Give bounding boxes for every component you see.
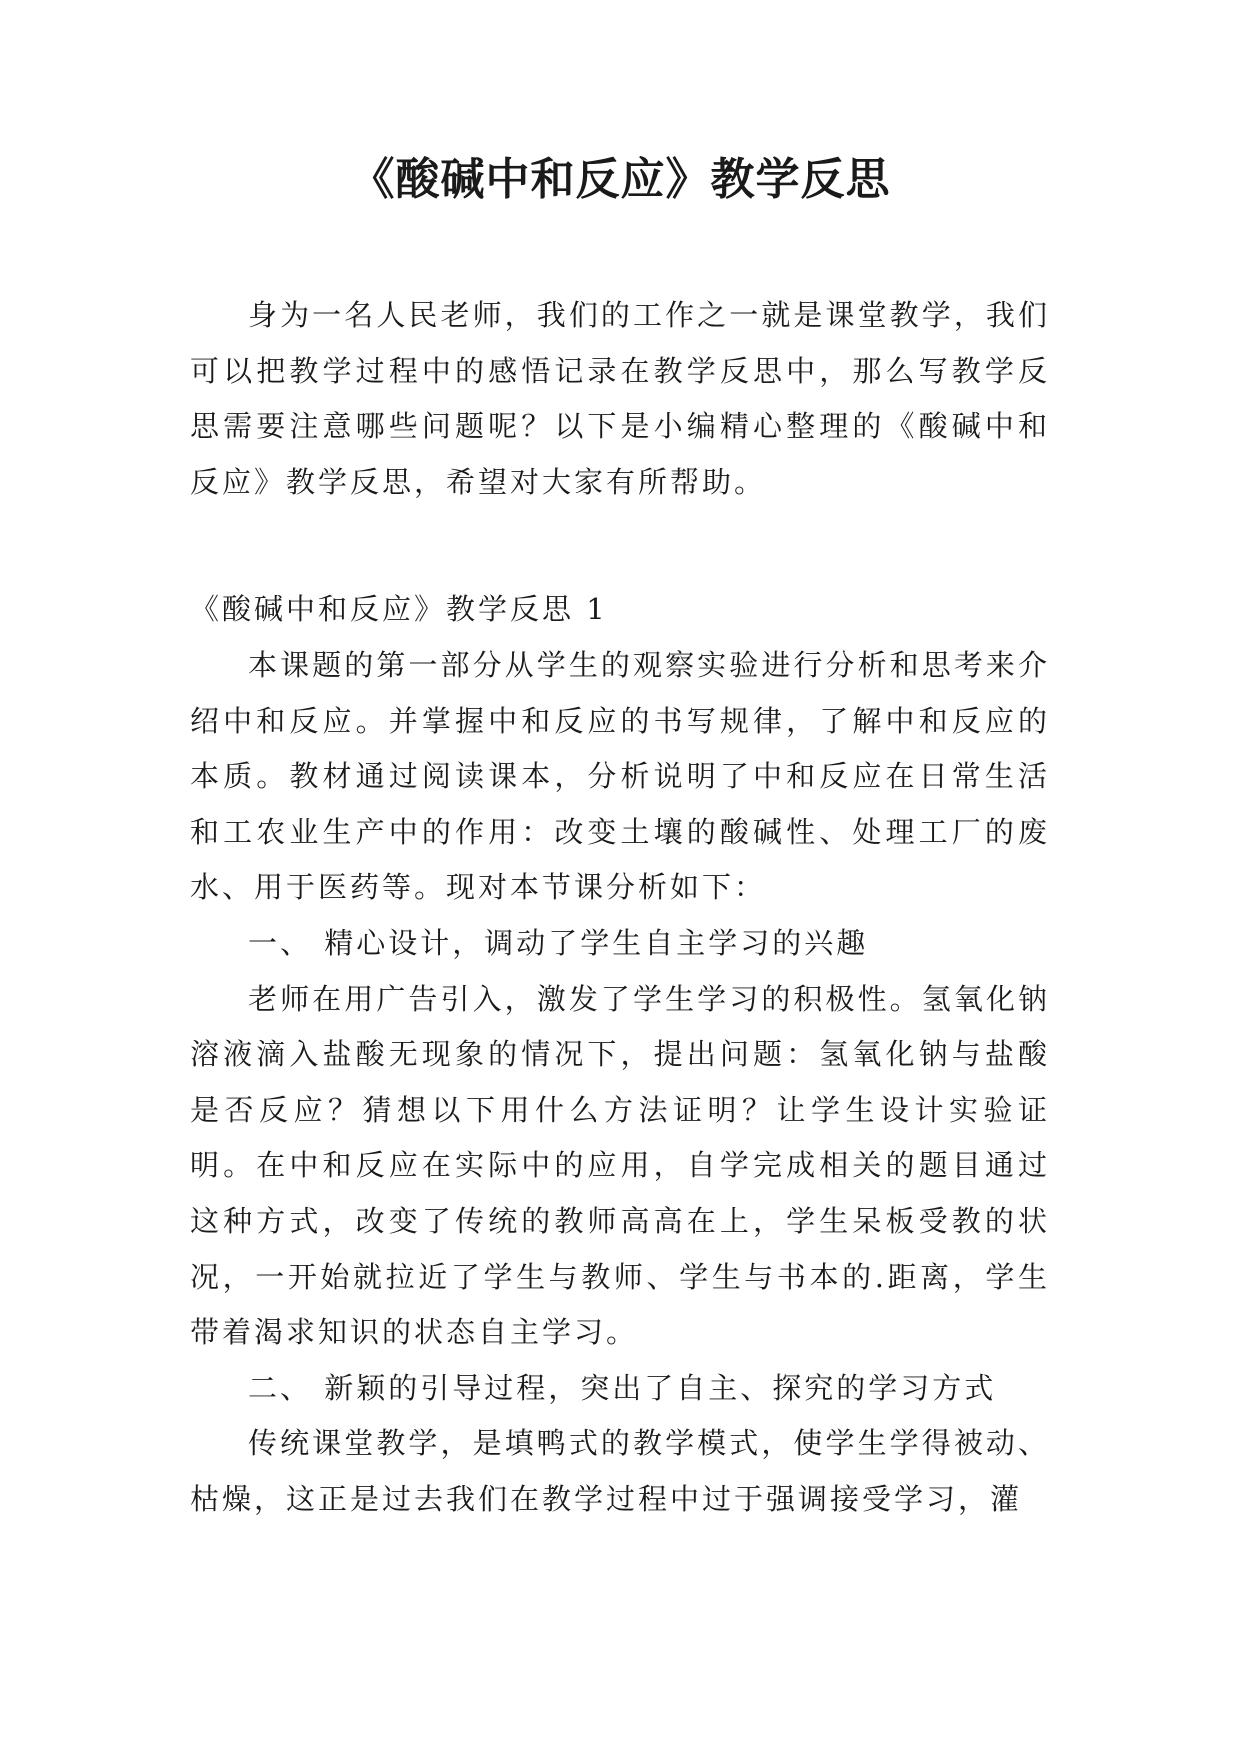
point-heading-one: 一、 精心设计，调动了学生自主学习的兴趣: [248, 925, 869, 960]
section-heading: 《酸碱中和反应》教学反思 1: [190, 592, 608, 627]
body-paragraph: 老师在用广告引入，激发了学生学习的积极性。氢氧化钠溶液滴入盐酸无现象的情况下，提出问题：氢氧化钠与盐酸是否反应？猜想以下用什么方法证明？让学生设计实验证明。在中和反应在实际中的应用，自学完成相关的题目通过这种方式，改变了传统的教师高高在上，学生呆板受教的状况，一开始就拉近了学生与教师、学生与书本的.距离，学生带着渴求知识的状态自主学习。: [190, 981, 1050, 1350]
document-body: [190, 288, 1050, 1527]
body-paragraph: 本课题的第一部分从学生的观察实验进行分析和思考来介绍中和反应。并掌握中和反应的书写规律，了解中和反应的本质。教材通过阅读课本，分析说明了中和反应在日常生活和工农业生产中的作用：改变土壤的酸碱性、处理工厂的废水、用于医药等。现对本节课分析如下：: [190, 647, 1050, 905]
intro-paragraph: 身为一名人民老师，我们的工作之一就是课堂教学，我们可以把教学过程中的感悟记录在教学反思中，那么写教学反思需要注意哪些问题呢？以下是小编精心整理的《酸碱中和反应》教学反思，希望对大家有所帮助。: [190, 298, 1050, 499]
document-title: 《酸碱中和反应》教学反思: [350, 154, 891, 205]
body-paragraph: 传统课堂教学，是填鸭式的教学模式，使学生学得被动、枯燥，这正是过去我们在教学过程中过于强调接受学习，灌: [190, 1426, 1050, 1516]
point-heading-two: 二、 新颖的引导过程，突出了自主、探究的学习方式: [248, 1370, 997, 1405]
